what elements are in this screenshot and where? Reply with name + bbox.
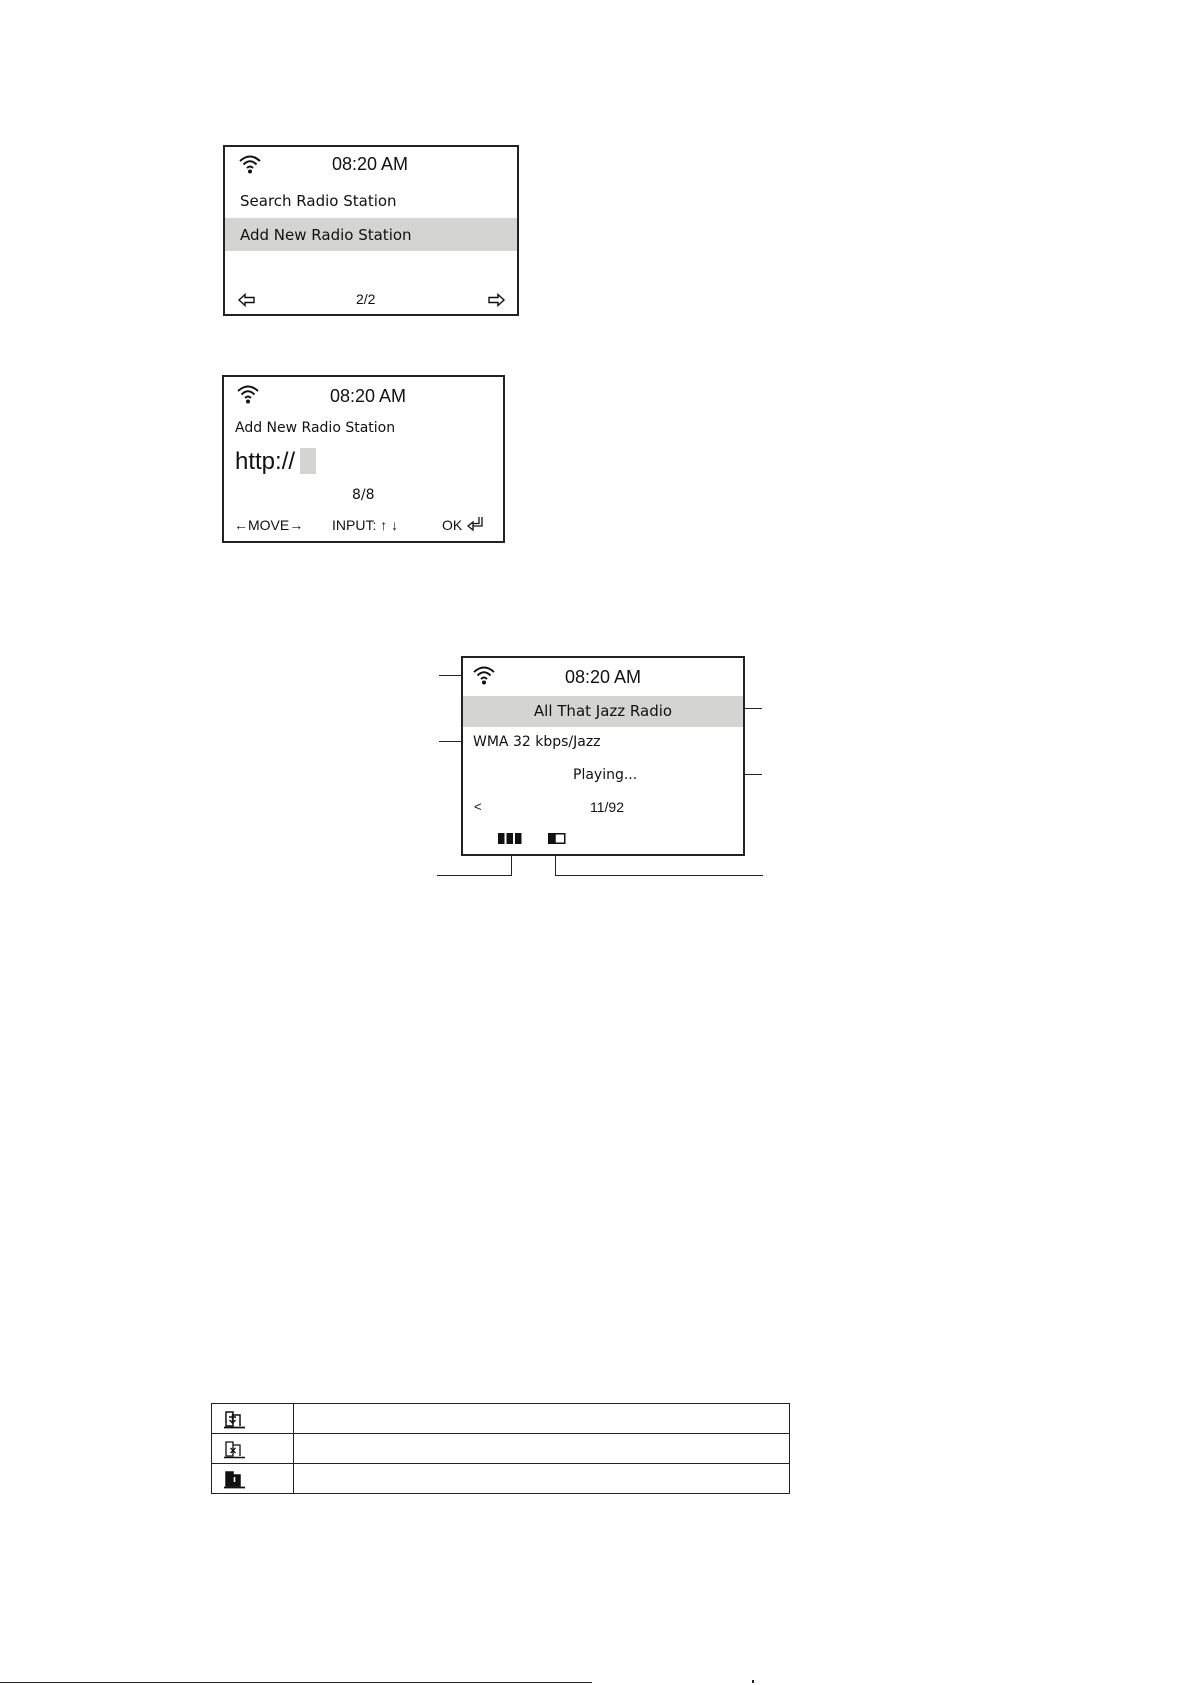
clock-time: 08:20 AM [565,667,642,687]
menu-item-add-new-radio-station-highlight[interactable] [225,218,517,251]
callout-line-buffer [555,875,763,876]
text-cursor[interactable] [300,448,316,474]
move-hint: ←MOVE→ [234,517,304,533]
clock-time: 08:20 AM [332,154,409,174]
screen-station-menu [223,145,519,316]
stream-format: WMA 32 kbps/Jazz [473,734,601,750]
arrow-left-icon[interactable] [238,293,256,307]
wifi-icon [238,153,262,175]
footer-mark [752,1680,754,1683]
enter-icon [467,516,485,532]
station-add-icon [224,1409,246,1429]
ok-hint: OK [442,517,463,533]
url-prefix: http:// [235,448,296,475]
footer-rule [0,1682,592,1683]
previous-indicator[interactable]: < [474,799,482,814]
playback-status: Playing... [573,767,638,783]
clock-time: 08:20 AM [330,386,407,406]
arrow-right-icon[interactable] [487,293,505,307]
table-row [212,1434,790,1464]
icon-legend-table [211,1403,790,1494]
station-saved-icon [224,1469,246,1489]
menu-item-add-new-radio-station: Add New Radio Station [240,226,412,244]
station-name: All That Jazz Radio [533,702,673,720]
wifi-icon [472,664,496,686]
table-row [212,1404,790,1434]
wifi-icon [236,383,260,405]
input-hint: INPUT: ↑ ↓ [332,517,399,533]
menu-item-search-radio-station[interactable]: Search Radio Station [240,192,397,210]
table-row [212,1464,790,1494]
screen-add-station [222,375,505,543]
screen-now-playing [461,656,745,856]
screen-title: Add New Radio Station [235,420,396,436]
signal-bars-icon [498,833,522,844]
character-count: 8/8 [352,487,375,503]
station-position: 11/92 [590,799,624,815]
buffer-icon [548,833,566,844]
page-indicator: 2/2 [356,291,376,307]
station-error-icon [224,1439,246,1459]
callout-line-signal [437,875,512,876]
